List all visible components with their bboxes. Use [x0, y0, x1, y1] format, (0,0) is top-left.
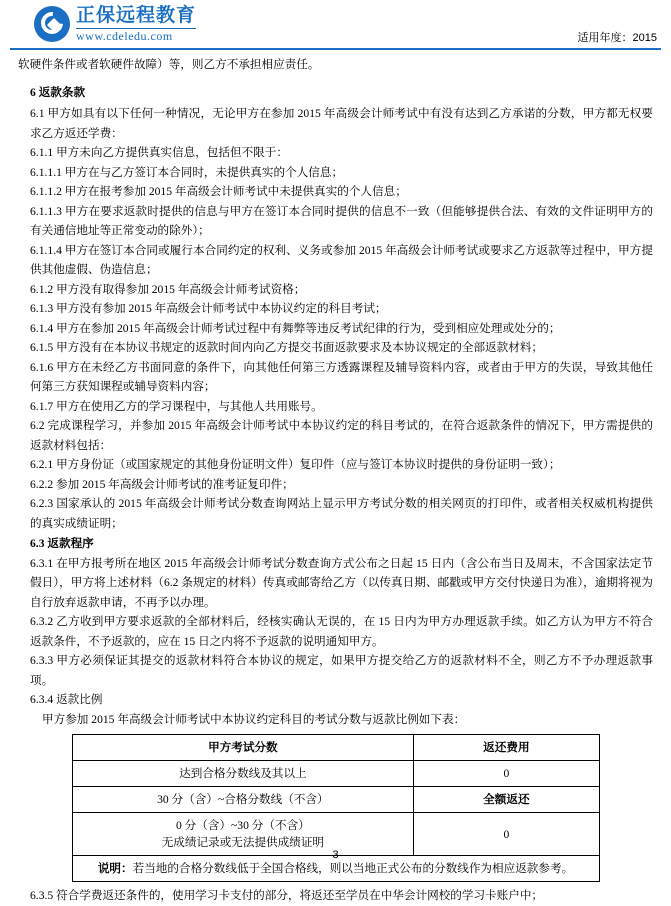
table-note-label: 说明：	[97, 862, 133, 875]
section-6-title: 6 返款条款	[30, 85, 86, 99]
table-cell-refund: 全额返还	[414, 787, 599, 813]
paragraph-6-1-4: 6.1.4 甲方在参加 2015 年高级会计师考试过程中有舞弊等违反考试纪律的行为，受到相应处理或处分的；	[30, 321, 561, 335]
paragraph-6-1-1: 6.1.1 甲方未向乙方提供真实信息，包括但不限于：	[30, 146, 288, 159]
paragraph-6-1-2: 6.1.2 甲方没有取得参加 2015 年高级会计师考试资格；	[30, 282, 306, 296]
paragraph-6-1-1-1: 6.1.1.1 甲方在与乙方签订本合同时，未提供真实的个人信息；	[30, 165, 344, 179]
paragraph-6-3-4: 6.3.4 返款比例	[30, 693, 103, 706]
table-header-row	[72, 735, 599, 761]
paragraph-6-1-1-4: 6.1.1.4 甲方在签订本合同或履行本合同约定的权利、义务或参加 2015 年高级会计师考试或要求乙方返款等过程中，甲方提供其他虚假、伪造信息；	[30, 243, 653, 276]
table-cell-score: 达到合格分数线及其以上	[72, 761, 414, 787]
page-number: 3	[332, 849, 339, 861]
paragraph-6-3-2: 6.3.2 乙方收到甲方要求返款的全部材料后，经核实确认无误的，在 15 日内为甲方办理返款手续。如乙方认为甲方不符合返款条件，不予返款的，应在 15 日之内将不予返款的说明通知甲方。	[30, 615, 653, 648]
brand-logo	[34, 6, 659, 42]
paragraph-6-1-6: 6.1.6 甲方在未经乙方书面同意的条件下，向其他任何第三方透露课程及辅导资料内容，或者由于甲方的失误，导致其他任何第三方获知课程或辅导资料内容；	[30, 360, 653, 393]
paragraph-6-3-5: 6.3.5 符合学费返还条件的，使用学习卡支付的部分，将返还至学员在中华会计网校的学习卡账户中；	[30, 889, 544, 902]
paragraph-6-2-2: 6.2.2 参加 2015 年高级会计师考试的准考证复印件；	[30, 477, 294, 491]
logo-website-url: www.cdeledu.com	[76, 28, 196, 42]
logo-icon	[34, 6, 70, 42]
paragraph-6-1-7: 6.1.7 甲方在使用乙方的学习课程中，与其他人共用账号。	[30, 399, 323, 413]
table-header-score: 甲方考试分数	[72, 735, 414, 761]
paragraph-6-3-3: 6.3.3 甲方必须保证其提交的返款材料符合本协议的规定，如果甲方提交给乙方的返款材料不全，则乙方不予办理返款事项。	[30, 654, 653, 687]
table-cell-refund: 0	[414, 813, 599, 856]
logo-text-block	[76, 6, 196, 42]
document-body	[0, 50, 671, 906]
applicable-year-label: 适用年度：2015	[577, 32, 657, 44]
paragraph-lead: 软硬件条件或者软硬件故障）等，则乙方不承担相应责任。	[18, 58, 320, 71]
paragraph-6-1: 6.1 甲方如具有以下任何一种情况，无论甲方在参加 2015 年高级会计师考试中有没有达到乙方承诺的分数，甲方都无权要求乙方返还学费：	[30, 107, 653, 140]
paragraph-table-intro: 甲方参加 2015 年高级会计师考试中本协议约定科目的考试分数与返款比例如下表：	[42, 712, 466, 726]
table-cell-score-line1: 0 分（含）~30 分（不含）	[175, 819, 310, 832]
table-header-refund: 返还费用	[414, 735, 599, 761]
table-row	[72, 787, 599, 813]
table-cell-score-line2: 无成绩记录或无法提供成绩证明	[161, 836, 325, 849]
paragraph-6-3-1: 6.3.1 在甲方报考所在地区 2015 年高级会计师考试分数查询方式公布之日起 15 日内（含公布当日及周末，不含国家法定节假日），甲方将上述材料（6.2 条规定的材料）传真或邮寄给乙方（以传真日期、邮戳或甲方交付快递日为准），逾期将视为自行放弃返款申请，不再予以办理。	[30, 556, 653, 609]
logo-company-name: 正保远程教育	[76, 5, 197, 26]
paragraph-6-1-1-2: 6.1.1.2 甲方在报考参加 2015 年高级会计师考试中未提供真实的个人信息；	[30, 185, 407, 198]
paragraph-6-1-1-3: 6.1.1.3 甲方在要求返款时提供的信息与甲方在签订本合同时提供的信息不一致（但能够提供合法、有效的文件证明甲方的有关通信地址等正常变动的除外）；	[30, 204, 653, 237]
table-row	[72, 761, 599, 787]
page-header	[0, 0, 671, 48]
paragraph-6-2-1: 6.2.1 甲方身份证（或国家规定的其他身份证明文件）复印件（应与签订本协议时提供的身份证明一致）；	[30, 458, 561, 471]
paragraph-6-2-3: 6.2.3 国家承认的 2015 年高级会计师考试分数查询网站上显示甲方考试分数的相关网页的打印件，或者相关权威机构提供的真实成绩证明；	[30, 497, 653, 530]
paragraph-6-2: 6.2 完成课程学习，并参加 2015 年高级会计师考试中本协议约定的科目考试的，在符合返款条件的情况下，甲方需提供的返款材料包括：	[30, 419, 653, 452]
paragraph-6-1-5: 6.1.5 甲方没有在本协议书规定的返款时间内向乙方提交书面返款要求及本协议规定的全部返款材料；	[30, 341, 544, 354]
table-cell-score: 30 分（含）~合格分数线（不含）	[72, 787, 414, 813]
table-cell-refund: 0	[414, 761, 599, 787]
table-note-text: 若当地的合格分数线低于全国合格线，则以当地正式公布的分数线作为相应返款参考。	[132, 862, 574, 875]
paragraph-6-1-3: 6.1.3 甲方没有参加 2015 年高级会计师考试中本协议约定的科目考试；	[30, 302, 387, 315]
paragraph-6-3-title: 6.3 返款程序	[30, 537, 94, 550]
